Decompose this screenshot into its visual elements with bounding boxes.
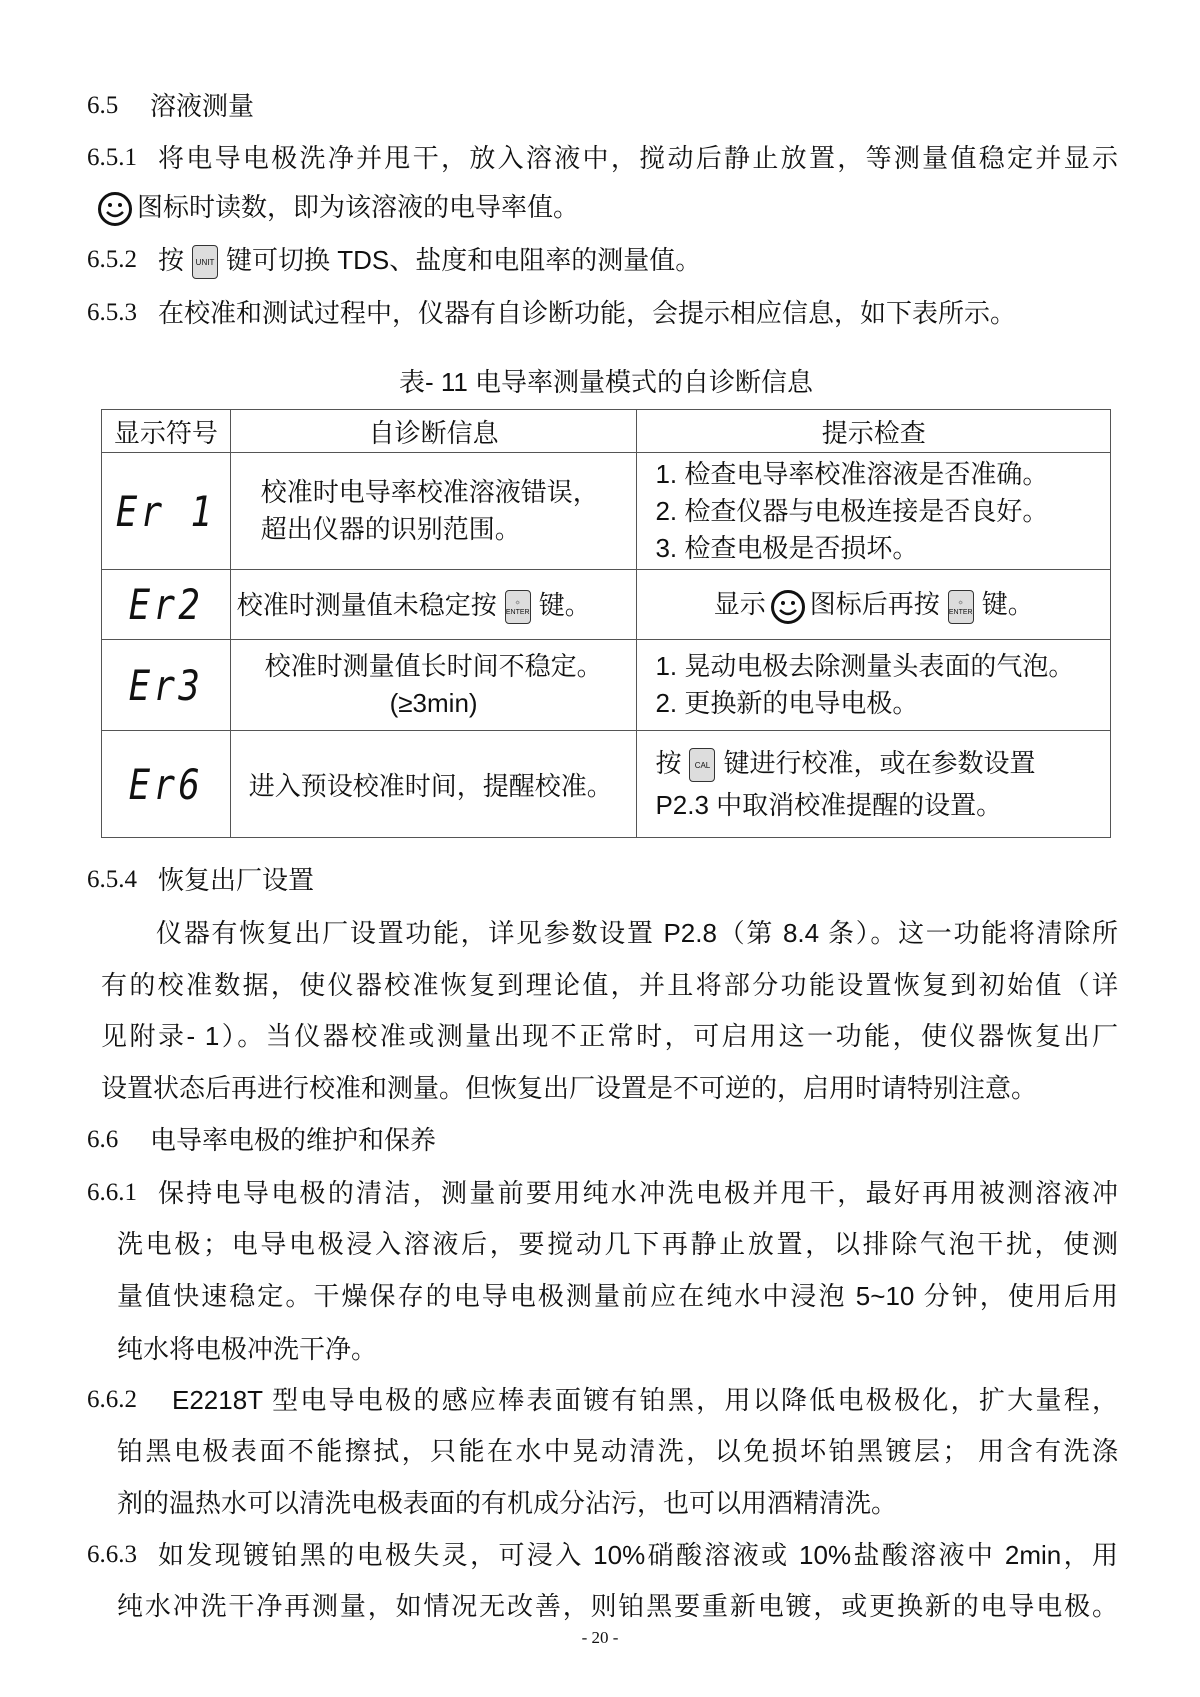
info-text: 校准时电导率校准溶液错误，: [260, 477, 599, 507]
section-number: 6.6.1: [87, 1179, 137, 1206]
section-title: 电导率电极的维护和保养: [150, 1125, 437, 1155]
paragraph-line: 如发现镀铂黑的电极失灵，可浸入 10%硝酸溶液或 10%盐酸溶液中 2min，用: [158, 1540, 1118, 1570]
paragraph-line: 剂的温热水可以清洗电极表面的有机成分沾污，也可以用酒精清洗。: [117, 1488, 898, 1518]
header-cell: 自诊断信息: [230, 410, 637, 453]
section-title: 恢复出厂设置: [158, 865, 315, 895]
check-text: 图标后再按: [809, 589, 940, 620]
check-text: 按: [655, 748, 682, 778]
paragraph-line: 洗电极；电导电极浸入溶液后，要搅动几下再静止放置，以排除气泡干扰，使测: [117, 1229, 1118, 1259]
enter-key-icon: ☼ ENTER: [505, 590, 531, 624]
section-number: 6.6.3: [87, 1541, 137, 1568]
paragraph-line: 仪器有恢复出厂设置功能，详见参数设置 P2.8（第 8.4 条）。这一功能将清除所: [156, 918, 1118, 948]
info-text: 校准时测量值未稳定按: [236, 589, 497, 620]
paragraph-line: 设置状态后再进行校准和测量。但恢复出厂设置是不可逆的，启用时请特别注意。: [101, 1073, 1038, 1103]
header-cell: 显示符号: [102, 410, 231, 453]
error-code: Er3: [128, 660, 204, 710]
table-header-row: [102, 410, 1111, 453]
info-text: (≥3min): [389, 688, 478, 718]
header-cell: 提示检查: [637, 410, 1111, 453]
error-code: Er 1: [116, 486, 216, 536]
section-number: 6.6: [87, 1126, 119, 1153]
info-text: 校准时测量值长时间不稳定。: [264, 651, 603, 681]
check-item: 1. 检查电导率校准溶液是否准确。: [655, 458, 1049, 489]
check-text: 键进行校准，或在参数设置: [723, 748, 1036, 778]
paragraph-line: 铂黑电极表面不能擦拭，只能在水中晃动清洗，以免损坏铂黑镀层； 用含有洗涤: [117, 1436, 1118, 1466]
paragraph-line: E2218T 型电导电极的感应棒表面镀有铂黑，用以降低电极极化，扩大量程，: [172, 1385, 1118, 1415]
check-item: 1. 晃动电极去除测量头表面的气泡。: [655, 651, 1075, 681]
check-item: 2. 更换新的电导电极。: [655, 688, 919, 718]
info-text: 超出仪器的识别范围。: [260, 514, 521, 544]
paragraph-line: 将电导电极洗净并甩干，放入溶液中，搅动后静止放置，等测量值稳定并显示: [158, 143, 1118, 173]
paragraph-line: 在校准和测试过程中，仪器有自诊断功能，会提示相应信息，如下表所示。: [158, 298, 1017, 328]
check-text: 键。: [981, 589, 1034, 620]
table-row: [102, 570, 1111, 640]
section-number: 6.5.2: [87, 246, 137, 273]
enter-key-icon: ☼ ENTER: [948, 590, 974, 624]
paragraph-line: 量值快速稳定。干燥保存的电导电极测量前应在纯水中浸泡 5~10 分钟，使用后用: [117, 1281, 1118, 1311]
table-caption: 表- 11 电导率测量模式的自诊断信息: [398, 367, 814, 397]
paragraph-line: [158, 243, 701, 277]
unit-key-icon: UNIT: [192, 245, 218, 279]
paragraph-text: 按: [158, 245, 185, 275]
info-text: 键。: [538, 589, 591, 620]
paragraph-line: 有的校准数据，使仪器校准恢复到理论值，并且将部分功能设置恢复到初始值（详: [101, 970, 1118, 1000]
section-number: 6.5.4: [87, 866, 137, 893]
cal-key-icon: CAL: [689, 748, 715, 782]
diagnostic-table: [101, 409, 1111, 838]
check-text: P2.3 中取消校准提醒的设置。: [655, 790, 1003, 820]
paragraph-line: 纯水将电极冲洗干净。: [117, 1334, 378, 1364]
paragraph-line: 纯水冲洗干净再测量，如情况无改善，则铂黑要重新电镀，或更换新的电导电极。: [117, 1591, 1118, 1621]
section-number: 6.5: [87, 92, 119, 119]
check-text: 显示: [713, 589, 766, 620]
section-title: 溶液测量: [150, 91, 255, 121]
paragraph-line: 保持电导电极的清洁，测量前要用纯水冲洗电极并甩干，最好再用被测溶液冲: [158, 1178, 1118, 1208]
error-code: Er2: [128, 580, 204, 629]
smiley-icon: [97, 191, 133, 227]
table-row: [102, 453, 1111, 570]
paragraph-line: 见附录- 1）。当仪器校准或测量出现不正常时，可启用这一功能，使仪器恢复出厂: [101, 1021, 1118, 1051]
check-item: 3. 检查电极是否损坏。: [655, 532, 919, 563]
smiley-icon: [770, 589, 806, 625]
table-row: [102, 640, 1111, 731]
table-row: [102, 731, 1111, 838]
page-number: - 20 -: [581, 1628, 619, 1647]
section-number: 6.5.1: [87, 144, 137, 171]
paragraph-text: 键可切换 TDS、盐度和电阻率的测量值。: [226, 245, 702, 275]
section-number: 6.6.2: [87, 1386, 137, 1413]
check-item: 2. 检查仪器与电极连接是否良好。: [655, 495, 1049, 526]
error-code: Er6: [128, 759, 204, 809]
paragraph-text: 图标时读数，即为该溶液的电导率值。: [137, 192, 580, 222]
paragraph-line-with-icon: [93, 190, 579, 224]
info-text: 进入预设校准时间，提醒校准。: [230, 731, 637, 838]
section-number: 6.5.3: [87, 299, 137, 326]
